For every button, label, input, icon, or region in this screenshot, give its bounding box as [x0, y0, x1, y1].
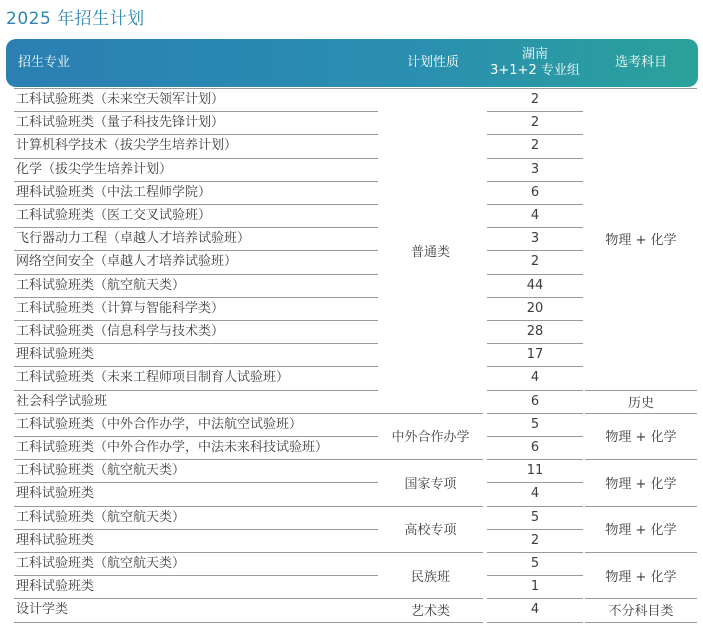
- count-row-divider: [487, 622, 583, 623]
- major-cell: 理科试验班类（中法工程师学院）: [16, 184, 212, 200]
- header-major: [18, 39, 70, 87]
- table-top-border: [14, 88, 697, 89]
- header-nature-label: 计划性质: [406, 55, 459, 70]
- table-header: [6, 39, 698, 87]
- header-region-label: 湖南: [521, 47, 548, 62]
- major-cell: 理科试验班类: [16, 532, 95, 548]
- subject-cell: 物理 + 化学: [605, 569, 677, 585]
- header-subjects: [586, 39, 696, 87]
- page-title: 2025 年招生计划: [6, 9, 145, 29]
- count-cell: 11: [526, 463, 544, 479]
- count-cell: 6: [530, 393, 540, 409]
- major-cell: 工科试验班类（未来空天领军计划）: [16, 92, 225, 107]
- major-cell: 工科试验班类（医工交叉试验班）: [16, 208, 212, 223]
- major-cell: 工科试验班类（航空航天类）: [16, 277, 186, 293]
- nature-cell: 中外合作办学: [391, 430, 470, 446]
- count-cell: 2: [530, 115, 540, 131]
- subject-cell: 物理 + 化学: [605, 476, 677, 492]
- major-cell: 工科试验班类（中外合作办学，中法航空试验班）: [16, 416, 303, 432]
- nature-cell: 艺术类: [410, 604, 450, 620]
- subject-cell: 不分科目类: [608, 604, 674, 620]
- major-cell: 理科试验班类: [16, 579, 95, 595]
- header-region: [486, 39, 584, 87]
- nature-cell: 国家专项: [404, 476, 457, 492]
- count-cell: 5: [530, 509, 540, 525]
- count-cell: 1: [530, 579, 540, 595]
- major-cell: 工科试验班类（信息科学与技术类）: [16, 324, 225, 339]
- count-cell: 4: [530, 602, 540, 618]
- nature-group-divider: [378, 622, 483, 623]
- count-cell: 28: [526, 324, 544, 339]
- count-cell: 2: [530, 532, 540, 548]
- major-cell: 工科试验班类（量子科技先锋计划）: [16, 115, 225, 131]
- major-cell: 飞行器动力工程（卓越人才培养试验班）: [16, 231, 251, 247]
- count-cell: 4: [530, 486, 540, 502]
- count-cell: 17: [526, 347, 544, 363]
- header-region-sub-label: 3+1+2 专业组: [490, 63, 580, 78]
- major-row-divider: [14, 622, 378, 623]
- nature-cell: 普通类: [410, 244, 450, 260]
- major-cell: 工科试验班类（航空航天类）: [16, 463, 186, 479]
- count-cell: 4: [530, 208, 540, 223]
- header-nature: [383, 39, 483, 87]
- header-major-label: 招生专业: [18, 55, 71, 70]
- major-cell: 工科试验班类（未来工程师项目制育人试验班）: [16, 370, 290, 386]
- count-cell: 5: [530, 556, 540, 571]
- count-cell: 2: [530, 138, 540, 154]
- count-cell: 3: [530, 231, 540, 247]
- major-cell: 理科试验班类: [16, 347, 95, 363]
- count-cell: 20: [526, 300, 544, 316]
- count-cell: 4: [530, 370, 540, 386]
- major-cell: 化学（拔尖学生培养计划）: [16, 161, 173, 177]
- subject-cell: 物理 + 化学: [605, 233, 677, 249]
- major-row-divider: [14, 598, 378, 599]
- nature-cell: 高校专项: [404, 523, 457, 539]
- major-cell: 社会科学试验班: [16, 393, 108, 409]
- count-cell: 6: [530, 184, 540, 200]
- major-cell: 工科试验班类（计算与智能科学类）: [16, 300, 225, 316]
- subject-cell: 物理 + 化学: [605, 523, 677, 539]
- subject-group-divider: [585, 622, 697, 623]
- count-cell: 2: [530, 254, 540, 270]
- major-cell: 理科试验班类: [16, 486, 95, 502]
- major-cell: 网络空间安全（卓越人才培养试验班）: [16, 254, 238, 270]
- major-cell: 工科试验班类（中外合作办学，中法未来科技试验班）: [16, 440, 329, 455]
- nature-cell: 民族班: [410, 569, 450, 585]
- header-subjects-label: 选考科目: [614, 55, 667, 70]
- count-cell: 6: [530, 440, 540, 455]
- count-cell: 5: [530, 416, 540, 432]
- major-cell: 计算机科学技术（拔尖学生培养计划）: [16, 138, 238, 154]
- count-cell: 2: [530, 92, 540, 107]
- major-cell: 工科试验班类（航空航天类）: [16, 556, 186, 571]
- count-cell: 44: [526, 277, 544, 293]
- major-cell: 工科试验班类（航空航天类）: [16, 509, 186, 525]
- count-cell: 3: [530, 161, 540, 177]
- major-cell: 设计学类: [16, 602, 69, 618]
- subject-cell: 物理 + 化学: [605, 430, 677, 446]
- subject-cell: 历史: [627, 395, 654, 411]
